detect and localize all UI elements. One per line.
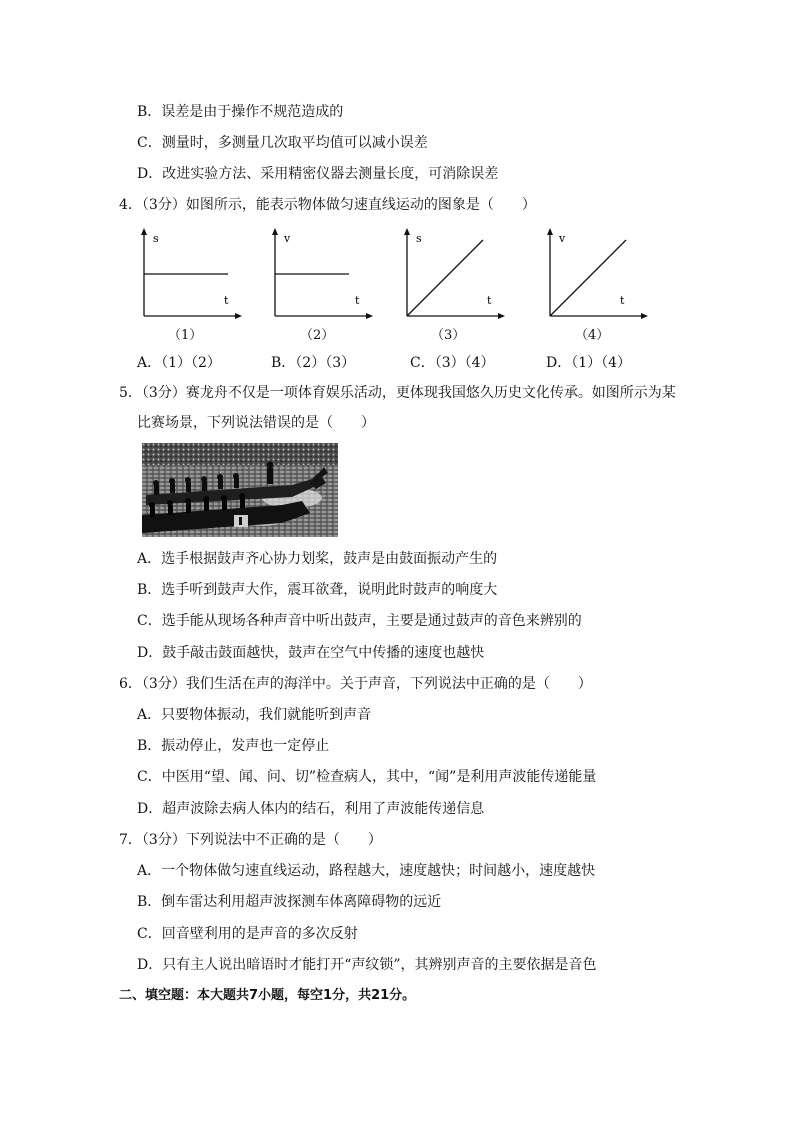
q5-option-d: D．鼓手敲击鼓面越快，鼓声在空气中传播的速度也越快 [137,645,485,661]
graph-line [407,240,483,316]
x-axis-label: t [224,294,229,307]
q6-option-b: B．振动停止，发声也一定停止 [137,738,330,754]
y-axis-label: v [284,232,291,245]
q4-graph-1 [136,228,246,323]
y-axis-arrow [141,228,147,235]
x-axis-arrow [498,313,505,319]
q5-option-b: B．选手听到鼓声大作，震耳欲聋，说明此时鼓声的响度大 [137,582,498,598]
q4-option-b: B．（2）（3） [271,355,356,371]
q3-option-c: C．测量时，多测量几次取平均值可以减小误差 [137,135,428,151]
q7-option-c: C．回音壁利用的是声音的多次反射 [137,926,358,942]
q3-option-b: B．误差是由于操作不规范造成的 [137,104,344,120]
x-axis-arrow [366,313,373,319]
q5-option-a: A．选手根据鼓声齐心协力划桨，鼓声是由鼓面振动产生的 [137,551,498,567]
y-axis-arrow [404,228,410,235]
x-axis-arrow [641,313,648,319]
q6-option-d: D．超声波除去病人体内的结石，利用了声波能传递信息 [137,801,485,817]
x-axis-label: t [487,294,492,307]
x-axis-label: t [355,294,360,307]
y-axis-arrow [272,228,278,235]
q7-stem: 7．（3分）下列说法中不正确的是（ ） [119,832,382,848]
q6-option-a: A．只要物体振动，我们就能听到声音 [137,707,372,723]
graph-line [550,240,626,316]
q4-graph-1-caption: （1） [168,328,203,343]
x-axis-arrow [235,313,242,319]
q4-graph-2 [267,228,377,323]
q4-graph-3 [399,228,509,323]
y-axis-label: v [559,232,566,245]
q4-graph-2-caption: （2） [300,328,335,343]
q4-graph-3-caption: （3） [431,328,466,343]
q4-graph-4-caption: （4） [575,328,610,343]
q5-stem-line-1: 5．（3分）赛龙舟不仅是一项体育娱乐活动，更体现我国悠久历史文化传承。如图所示为某 [119,385,676,401]
q6-option-c: C．中医用“望、闻、问、切”检查病人，其中，“闻”是利用声波能传递能量 [137,769,597,785]
q4-stem: 4．（3分）如图所示，能表示物体做匀速直线运动的图象是（ ） [119,197,536,213]
x-axis-label: t [620,294,625,307]
q5-stem-line-2: 比赛场景，下列说法错误的是（ ） [137,415,375,431]
q7-option-d: D．只有主人说出暗语时才能打开“声纹锁”，其辨别声音的主要依据是音色 [137,957,597,973]
q7-option-a: A．一个物体做匀速直线运动，路程越大，速度越快；时间越小，速度越快 [137,863,596,879]
q4-option-d: D．（1）（4） [546,355,632,371]
y-axis-arrow [547,228,553,235]
q4-option-a: A．（1）（2） [137,355,221,371]
q4-graph-4 [542,228,652,323]
y-axis-label: s [416,232,422,245]
q5-option-c: C．选手能从现场各种声音中听出鼓声，主要是通过鼓声的音色来辨别的 [137,613,582,629]
dragon-boat-race-photo [142,443,338,537]
q6-stem: 6．（3分）我们生活在声的海洋中。关于声音，下列说法中正确的是（ ） [119,676,592,692]
q4-option-c: C．（3）（4） [410,355,495,371]
section-2-heading: 二、填空题：本大题共7小题，每空1分，共21分。 [119,988,416,1003]
q7-option-b: B．倒车雷达利用超声波探测车体离障碍物的远近 [137,894,442,910]
q3-option-d: D．改进实验方法、采用精密仪器去测量长度，可消除误差 [137,166,499,182]
y-axis-label: s [153,232,159,245]
